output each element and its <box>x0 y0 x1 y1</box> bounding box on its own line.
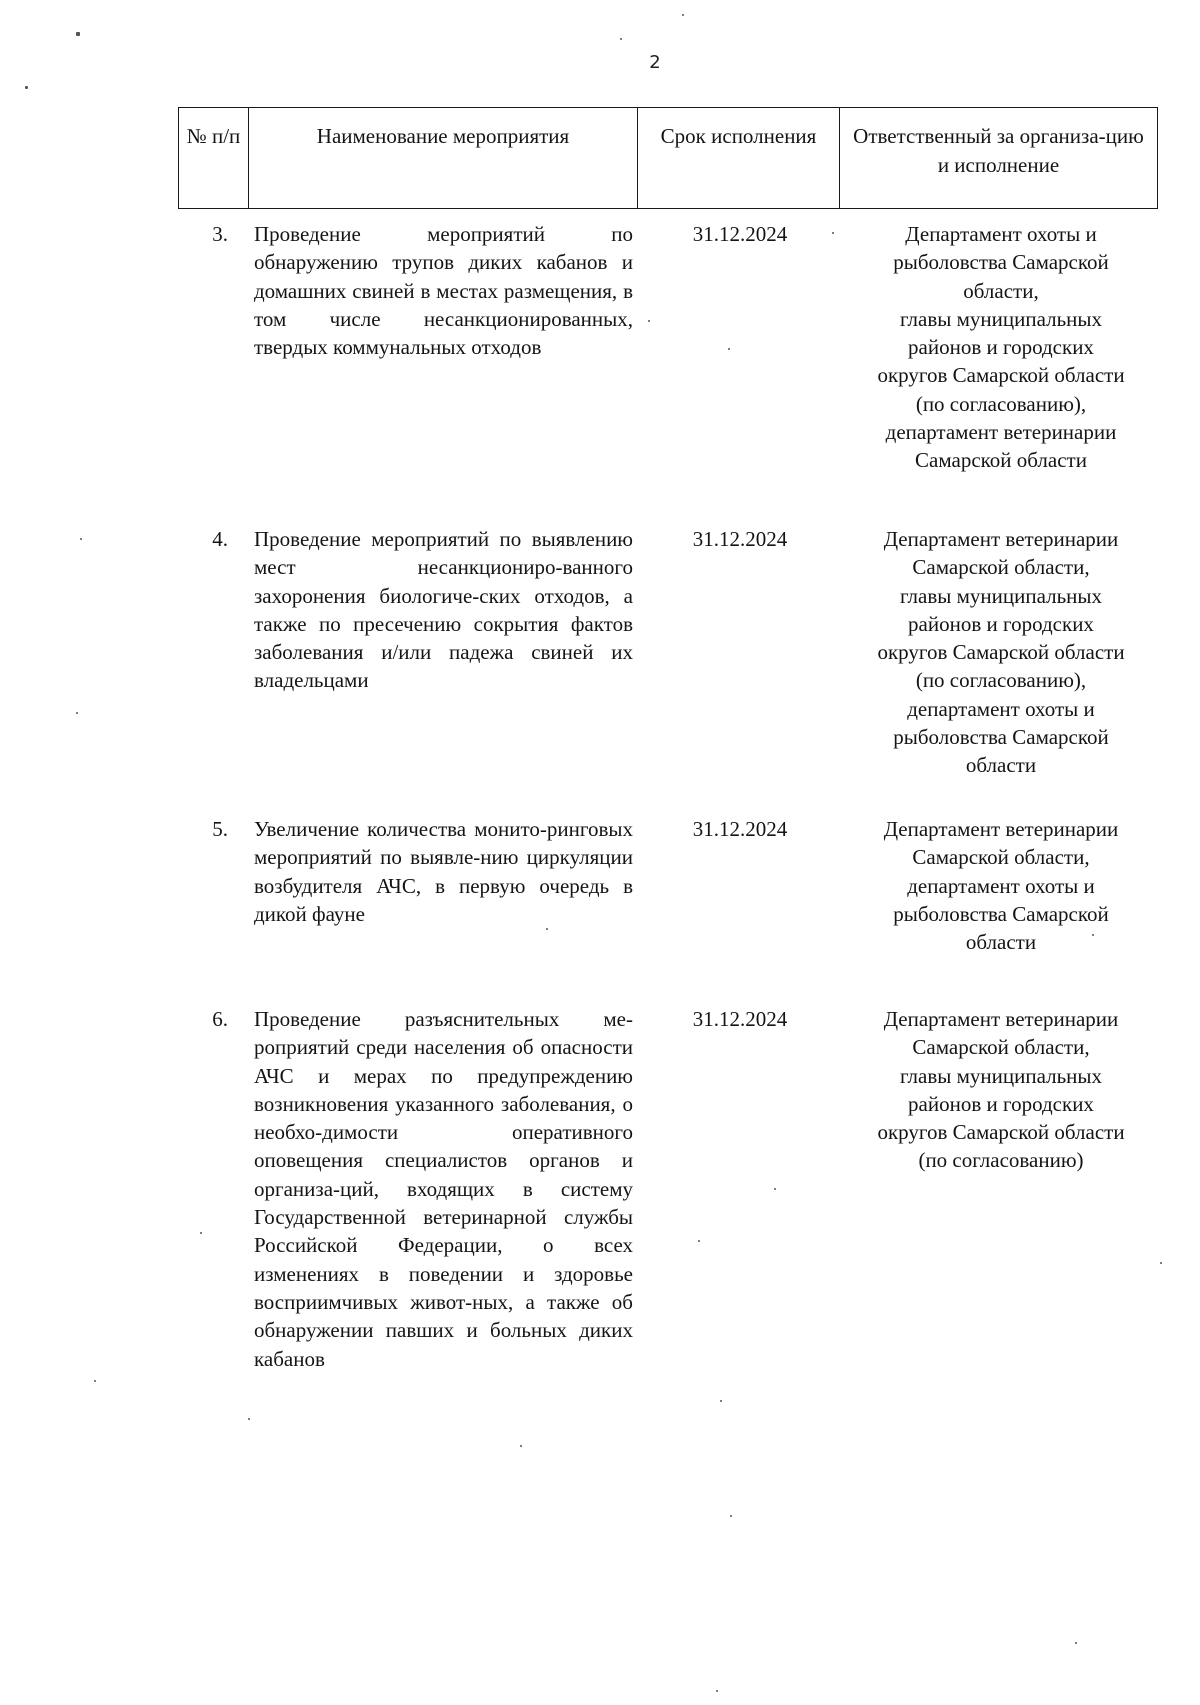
scan-speck <box>520 1445 522 1447</box>
responsible-line: Самарской области, <box>912 1035 1090 1060</box>
scan-speck <box>620 38 622 40</box>
responsible-line: районов и городских <box>908 611 1094 636</box>
page-number: 2 <box>649 52 661 73</box>
responsible-line: округов Самарской области <box>877 640 1125 665</box>
responsible-line: департамент охоты и <box>907 696 1095 721</box>
scan-speck <box>774 1188 776 1190</box>
row-activity: Проведение разъяснительных ме-роприятий среди населения об опасности АЧС и мерах по предупреждению возникновения указанного заболевания, о необхо-димости оперативного оповещения специалистов органов и организа-ций, входящих в систему Государственной ветеринарной службы Российской Федерации, о всех изменениях в поведении и здоровье восприимчивых живот-ных, а также об обнаружении павших и больных диких кабанов <box>254 1007 633 1371</box>
responsible-line: департамент охоты и <box>907 873 1095 898</box>
responsible-line: рыболовства Самарской <box>893 250 1109 275</box>
responsible-line: главы муниципальных <box>899 583 1102 608</box>
responsible-line: главы муниципальных <box>899 306 1102 331</box>
row-activity: Проведение мероприятий по обнаружению трупов диких кабанов и домашних свиней в местах размещения, в том числе несанкционированных, твердых коммунальных отходов <box>254 222 633 360</box>
row-responsible <box>848 525 1154 780</box>
scan-speck <box>546 928 548 930</box>
scan-speck <box>1092 934 1094 936</box>
responsible-line: области <box>965 930 1037 955</box>
responsible-line: округов Самарской области <box>877 1120 1125 1145</box>
responsible-line: районов и городских <box>908 335 1094 360</box>
row-activity: Проведение мероприятий по выявлению мест несанкциониро-ванного захоронения биологиче-ских отходов, а также по пресечению сокрытия фактов заболевания и/или падежа свиней их владельцами <box>254 527 633 693</box>
responsible-line: главы муниципальных <box>899 1063 1102 1088</box>
responsible-line: Самарской области, <box>912 555 1090 580</box>
responsible-line: Департамент ветеринарии <box>883 1007 1119 1031</box>
scan-speck <box>682 14 684 16</box>
responsible-line: Департамент ветеринарии <box>883 527 1119 551</box>
row-deadline: 31.12.2024 <box>692 1007 788 1031</box>
responsible-line: области <box>965 753 1037 778</box>
responsible-line: Самарской области <box>915 448 1087 473</box>
responsible-line: Самарской области, <box>912 845 1090 870</box>
scan-speck <box>1075 1642 1077 1644</box>
header-deadline: Срок исполнения <box>638 108 840 208</box>
table-header <box>178 107 1158 209</box>
responsible-line: (по согласованию), <box>915 668 1087 693</box>
scan-speck <box>716 1690 718 1692</box>
row-number: 4. <box>212 527 228 551</box>
responsible-line: рыболовства Самарской <box>893 901 1109 926</box>
scan-speck <box>648 320 650 322</box>
scan-speck <box>248 1418 250 1420</box>
scan-speck <box>728 348 730 350</box>
row-activity: Увеличение количества монито-ринговых мероприятий по выявле-нию циркуляции возбудителя АЧС, в первую очередь в дикой фауне <box>254 817 633 926</box>
row-responsible <box>848 815 1154 956</box>
scan-speck <box>698 1240 700 1242</box>
responsible-line: рыболовства Самарской <box>893 725 1109 750</box>
row-responsible <box>848 1005 1154 1175</box>
row-number: 3. <box>212 222 228 246</box>
row-responsible <box>848 220 1154 475</box>
responsible-line: (по согласованию), <box>915 391 1087 416</box>
responsible-line: округов Самарской области <box>877 363 1125 388</box>
scan-speck <box>730 1515 732 1517</box>
header-name: Наименование мероприятия <box>249 108 638 208</box>
responsible-line: (по согласованию) <box>918 1148 1084 1173</box>
responsible-line: районов и городских <box>908 1091 1094 1116</box>
header-num: № п/п <box>179 108 249 208</box>
responsible-line: области, <box>963 278 1039 303</box>
row-number: 6. <box>212 1007 228 1031</box>
header-responsible: Ответственный за организа-цию и исполнение <box>853 124 1144 177</box>
row-deadline: 31.12.2024 <box>692 527 788 551</box>
scan-speck <box>720 1400 722 1402</box>
responsible-line: департамент ветеринарии <box>885 420 1117 445</box>
scan-speck <box>832 232 834 234</box>
responsible-line: Департамент ветеринарии <box>883 817 1119 841</box>
scan-speck <box>80 538 82 540</box>
row-deadline: 31.12.2024 <box>692 817 788 841</box>
scan-speck <box>76 32 80 36</box>
scan-speck <box>76 712 78 714</box>
scan-speck <box>94 1380 96 1382</box>
scan-speck <box>25 86 28 89</box>
responsible-line: Департамент охоты и <box>905 222 1097 246</box>
row-number: 5. <box>212 817 228 841</box>
row-deadline: 31.12.2024 <box>692 222 788 246</box>
scan-speck <box>200 1232 202 1234</box>
scan-speck <box>1160 1262 1162 1264</box>
